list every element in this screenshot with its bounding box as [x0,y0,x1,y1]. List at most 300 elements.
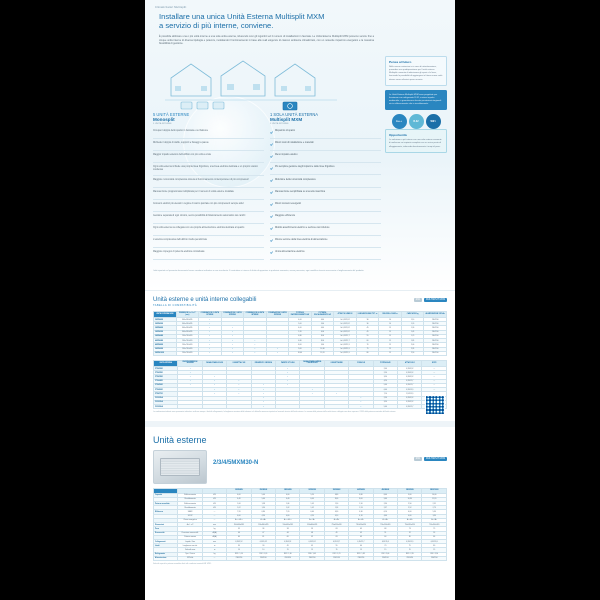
table-cell: Raffrescamento [178,501,202,505]
table-row-label: 2MXM50N [154,322,177,326]
table-cell: 230/1/50 [424,351,447,355]
table-cell: mm [202,523,226,527]
table-cell: dB(A) [202,535,226,539]
table-cell: • [202,379,226,383]
table-cell: 15 [422,548,447,552]
table-cell: 15 [379,343,402,347]
table-column-header: 5MXM90N [398,489,422,493]
table-cell: 4x 6,35/15,9 [334,343,357,347]
table-cell [202,404,226,408]
table-cell: 6,35/9,52 [398,396,422,400]
table-cell: • [227,388,251,392]
table-row-label: FTXM50R [154,383,178,387]
table-row-label: FTXM60R [154,388,178,392]
table-column-header: ATTACCHI Ø [398,360,422,366]
table-cell: • [178,366,202,370]
table-cell: 8,00 [311,334,334,338]
table-cell: 2,37 [373,506,397,510]
promo-box [385,56,447,86]
table-cell: 2,50 [401,351,424,355]
table-cell: kW [202,506,226,510]
table-cell: R32 / 2,50 [422,552,447,556]
table-cell: 5,20 [289,330,312,334]
table-cell: 230/1/50 [349,556,373,560]
promo-box-body: La soluzione a più interne con una sola esterna consente di realizzare un impianto completo con un unico punto di alloggiamento, riducendo drasticamente i tempi di posa. [389,139,442,148]
table-cell: 230/1/50 [424,343,447,347]
table-cell: 30 [227,544,251,548]
badge-r-32: R-32 [409,114,424,129]
table-cell: 2,52 [398,506,422,510]
table-cell: 750x990x320 [324,523,348,527]
comparison-cell-multisplit-label: Maggiore efficienza [275,214,295,217]
table-cell: — [422,388,447,392]
table-cell: 15 [379,339,402,343]
table-cell: Lunghezza max tot. [178,544,202,548]
table-cell: 2,50 [373,396,397,400]
table-cell: 6,35/9,52 [398,371,422,375]
table-cell: kg [202,527,226,531]
table-cell: 7,10 [373,392,397,396]
table-cell: 1,42 [300,506,324,510]
comparison-cell-multisplit-label: Riduzione della rumorosità complessiva [275,178,316,181]
table-row-label: Rumorosità [154,531,178,535]
table-cell: 73 [398,527,422,531]
table-cell: R32 / 1,20 [251,552,275,556]
table-cell: 6,35/12,7 [398,379,422,383]
table-cell: 6,35/15,9 [398,539,422,543]
table-cell: 9,52/15,9 [398,392,422,396]
page-title [153,12,447,31]
table-cell: 6,35/12,7 [324,539,348,543]
table-cell: 15 [300,548,324,552]
table-cell: 2,00 [373,366,397,370]
table-cell: 4,10 [324,514,348,518]
table-column-header: 5MXM100N [422,489,447,493]
table-cell: 4,00 [227,493,251,497]
table-row-label: Refrigerante [154,552,178,556]
table-cell: m [202,548,226,552]
table-cell: 550x800x285 [300,523,324,527]
table-cell: 6,80 [289,334,312,338]
check-icon [270,155,273,158]
comparison-cell-multisplit-label: Minori consumi energetici [275,202,302,205]
table-cell: 36 [251,527,275,531]
table-cell: 6,00 [300,497,324,501]
table-column-header: 2MXM50N [251,489,275,493]
table-column-header: CARICA R32 kg [401,312,424,318]
table-cell: 15 [276,548,300,552]
table-cell: • [202,388,226,392]
table-cell: 800x550x285 [176,330,199,334]
table-cell: • [266,347,289,351]
table-row-label: 5MXM100N [154,351,177,355]
table-cell: 4,60 [276,514,300,518]
table-cell: Liquido / Gas [178,539,202,543]
table-cell: • [221,339,244,343]
left-letterbox [0,0,145,600]
table-column-header: UNITÀ INTERNA [154,360,178,366]
promo-box-body: Le Unità Esterne Multisplit MXM sono progettate per funzionare con refrigerante R-32, a minor impatto ambientale, e garantiscono elevate prestazioni stagionali sia in raffrescamento che in riscaldamento. [389,93,442,106]
comparison-columns [153,112,381,263]
table-cell: 10 [251,548,275,552]
table-column-header: 3MXM40N [276,489,300,493]
table-cell: A++/A+ [373,518,397,522]
comparison-cell-monosplit: Maggiore impegno di potenza elettrica contrattuale [153,251,264,260]
table-column-header: POTENZA RAFFRESCAMENTO kW [289,312,312,318]
table-cell: 5,00 [289,322,312,326]
table-cell: 6,35/9,52 [276,539,300,543]
table-row-label: Dimensioni [154,523,178,527]
table-cell: 1,02 [276,506,300,510]
comparison-cell-multisplit-label: Unica alimentazione elettrica [275,250,305,253]
table-cell: 64 [373,535,397,539]
comparison-cell-multisplit [270,227,381,236]
table-cell: • [221,347,244,351]
table-cell: 4,00 [289,318,312,322]
promo-box-body: Nelle nuove costruzioni o in caso di ristrutturazione, prevedere una predisposizione per l'unità esterna Multisplit consente di ottimizzare gli spazi e le linee, lasciando la possibilità di aggiungere in futuro nuove unità interne senza ulteriori opere murarie. [389,66,443,81]
table-cell: 990x750x320 [176,347,199,351]
table-cell: • [266,351,289,355]
table-cell: — [202,514,226,518]
table-cell: 39 [300,527,324,531]
promo-box [385,129,447,152]
table-cell: • [221,334,244,338]
outdoor-units-spec-table [153,488,447,561]
table-cell: 45 [300,544,324,548]
table-cell: • [221,326,244,330]
col-left-line1: 5 UNITÀ ESTERNE [153,112,190,117]
comparison-row [153,142,381,151]
comparison-cell-multisplit [270,239,381,248]
table-cell: 4,40 [311,318,334,322]
table-cell: • [199,339,222,343]
table-cell: 6,00 [373,388,397,392]
table-column-header: CANALIZZABILE SLIM [202,360,226,366]
house-diagram [161,56,341,114]
comparison-cell-monosplit: Gestione separata di ogni circuito, senza possibilità di bilanciamento automatico dei carichi [153,215,264,224]
comparison-row [153,251,381,260]
table-cell: 6,00 [398,510,422,514]
table-column-header: PARETE STYLISH [276,360,300,366]
table-cell: 8,00 [349,497,373,501]
table-cell: 63 [324,535,348,539]
comparison-cell-multisplit [270,191,381,200]
table-cell: 51 [373,531,397,535]
topbar-label: Climatizzatori Multisplit [155,6,187,9]
column-header-multisplit [270,112,381,125]
check-icon [270,251,273,254]
hero-body-text: È possibile abbinare una o più unità interne a una sola unità esterna, riducendo così gli ingombri ed il numero di installazioni in facciata. Le Unità Esterne Multisplit MXM possono servire fino a cinque unità interne di diversa tipologia e potenza, modulando il funzionamento in base alle reali esigenze di ciascun ambiente climatizzato, con un notevole risparmio energetico e la massima flessibilità di gestione. [159,34,374,46]
table-cell: 15 [398,548,422,552]
table-cell: 15 [379,334,402,338]
table-cell: 6,35/9,52 [227,539,251,543]
table-cell: 1,93 [324,506,348,510]
table-row-label: Peso [154,527,178,531]
table-cell: 1,45 [300,501,324,505]
table-cell: Potenza sonora [178,535,202,539]
table-row-label: 2MXM40N [154,318,177,322]
table-cell: Classe energetica [178,518,202,522]
table-cell: 5x 6,35/15,9 [334,351,357,355]
table-cell: 46 [227,531,251,535]
table-cell: • [227,379,251,383]
compatibility-table-indoor [153,360,447,409]
table-cell: 230/1/50 [373,556,397,560]
table-column-header: COMBINAZIONI 4 UNITÀ INTERNE [244,312,267,318]
hero-footnote: I dati riportati nel presente documento hanno carattere indicativo e non vincolante. Il costruttore si riserva il diritto di apportare in qualsiasi momento, senza preavviso, ogni modifica ritenuta necessaria al miglioramento del prodotto. [153,270,365,272]
table-row [154,351,447,355]
comparison-cell-multisplit-label: Meno impatto estetico [275,154,298,157]
table-cell: m [202,544,226,548]
table-cell: • [244,351,267,355]
table-row-label: FTXM35R [154,375,178,379]
table-cell: • [276,371,300,375]
table-cell: 3,50 [373,375,397,379]
table-cell: 1,02 [227,506,251,510]
table-cell: A x L x P [178,523,202,527]
table-cell: 6,30 [324,510,348,514]
qr-code-icon[interactable] [425,395,445,415]
table-cell: • [202,375,226,379]
comparison-cell-monosplit: Ogni unità esterna richiede una propria linea frigorifera, una linea elettrica dedicata e un proprio scarico condensa [153,166,264,176]
comparison-row [153,166,381,176]
table-column-header: NOTE [422,360,447,366]
table-cell: 2,00 [401,343,424,347]
check-icon [270,203,273,206]
table-cell: 53 [422,531,447,535]
table-column-header: COMBINAZIONI 3 UNITÀ INTERNE [221,312,244,318]
table-column-header: CANALIZZABILE MEDIA PREVALENZA [300,360,324,366]
table-cell [324,404,348,408]
table-cell: 6,35/12,7 [349,539,373,543]
table-column-header: PAVIMENTO / NEXURA [251,360,275,366]
table-cell: 2,91 [422,501,447,505]
table-cell: 63 [349,535,373,539]
table-cell: 8,00 [373,493,397,497]
promo-box-title: Opportunità [389,133,407,138]
table-cell: 230/1/50 [424,334,447,338]
right-letterbox [455,0,600,600]
comparison-cell-monosplit: Maggiore rumorosità complessiva dovuta al funzionamento contemporaneo di più compressori [153,179,264,188]
comparison-cell-multisplit [270,166,381,175]
table-cell: 66 [422,535,447,539]
table-cell: • [349,404,373,408]
comparison-row [153,203,381,212]
table-cell: 1,38 [251,501,275,505]
table-cell: • [178,375,202,379]
page-title-line1: Installare una unica Unità Esterna Multisplit MXM [159,12,325,21]
table-cell: 5,00 [251,493,275,497]
table-cell: 75 [356,347,379,351]
compatibility-section [145,290,455,421]
table-row-label: Collegamenti [154,539,178,543]
table-row-label: FVXM25A [154,396,178,400]
certification-badges [385,114,447,129]
table-cell: 15 [324,548,348,552]
outdoor-unit-photo [153,450,207,484]
table-cell: R32 / 2,00 [373,552,397,556]
table-row-label: Capacità [154,493,178,497]
table-cell: R32 / 1,30 [276,552,300,556]
table-row-label: 3MXM52N [154,330,177,334]
table-cell: 70 [373,544,397,548]
table-cell: • [244,339,267,343]
table-cell: 45 [276,544,300,548]
check-icon [270,227,273,230]
table-cell: 2,30 [373,501,397,505]
table-cell: • [221,351,244,355]
table-cell: 230/1/50 [424,330,447,334]
table-row-label: FTXM25R [154,371,178,375]
comparison-cell-multisplit-label: Manutenzione semplificata su una sola macchina [275,190,326,193]
table-cell: 1,06 [276,501,300,505]
table-cell: 5,20 [300,493,324,497]
table-cell: 4,20 [373,379,397,383]
comparison-cell-multisplit-label: Minore sezione della linea elettrica di alimentazione [275,238,328,241]
table-cell: R32 / 1,10 [227,552,251,556]
comparison-cell-monosplit: Consumi elettrici più elevati in regime di carico parziale con più compressori sempre attivi [153,203,264,212]
outdoor-units-tags [414,457,447,461]
table-cell: 15 [349,548,373,552]
table-cell: 230/1/50 [251,556,275,560]
table-cell: • [199,334,222,338]
comparison-row [153,154,381,163]
table-column-header: COMBINAZIONI 5 UNITÀ INTERNE [266,312,289,318]
table-cell: 800x550x285 [176,326,199,330]
table-cell: • [199,318,222,322]
table-cell: 15 [379,326,402,330]
comparison-cell-monosplit: Ogni unità esterna va collegata con una propria alimentazione elettrica dedicata al quadro [153,227,264,236]
tag-label: R32 [415,458,420,461]
table-column-header: POTENZA kW [373,360,397,366]
comparison-cell-multisplit [270,130,381,139]
table-cell [300,404,324,408]
table-row [154,556,447,560]
column-header-monosplit [153,112,264,125]
table-cell: 990x750x320 [176,343,199,347]
table-row-label: FVXM50A [154,404,178,408]
table-cell: 1,34 [251,506,275,510]
comparison-row [153,191,381,200]
table-cell: Dislivello max [178,548,202,552]
table-cell: 230/1/50 [324,556,348,560]
table-cell: • [227,383,251,387]
table-column-header: DIMENSIONI L x H x P (mm) [176,312,199,318]
table-cell: 65 [398,535,422,539]
table-cell: 10,30 [398,497,422,501]
table-cell: 5,90 [422,510,447,514]
table-cell: 45 [356,326,379,330]
table-column-header: 3MXM52N [300,489,324,493]
table-cell: A++/A+ [349,518,373,522]
table-cell: 1,85 [401,339,424,343]
table-cell: 1,45 [401,330,424,334]
col-right-line1: 1 SOLA UNITÀ ESTERNA [270,112,319,117]
table-cell: A++/A+ [398,518,422,522]
table-cell: 63 [324,527,348,531]
tag-label: MULTISPLIT MXM [425,299,445,301]
table-cell: • [199,330,222,334]
table-column-header: PARETE PERFERA / SENSIRA [178,360,202,366]
table-cell: 10,00 [289,351,312,355]
table-cell: 4,30 [251,514,275,518]
compatibility-table-outdoor [153,311,447,356]
table-cell: — [202,556,226,560]
table-cell: 1,93 [349,506,373,510]
table-cell: 6,60 [300,510,324,514]
table-cell: 3,50 [373,400,397,404]
table-cell: A++/A+ [300,518,324,522]
comparison-rows [153,130,381,260]
table-cell: 8,00 [289,343,312,347]
table-row-label: 5MXM90N [154,347,177,351]
comparison-cell-multisplit-label: Minori costi di installazione e materiali [275,142,314,145]
table-cell: 6,80 [324,493,348,497]
table-cell: Pressione sonora raffr. [178,531,202,535]
table-cell: 4,00 [398,514,422,518]
table-cell: 48 [300,531,324,535]
table-cell: • [199,322,222,326]
table-cell: 4,00 [276,493,300,497]
table-cell: 230/1/50 [424,318,447,322]
table-cell: 55 [324,544,348,548]
table-cell: 10,30 [311,347,334,351]
table-cell: • [199,351,222,355]
outdoor-unit-model: 2/3/4/5MXM30-N [213,460,259,467]
table-row-label: Potenza assorbita [154,501,178,505]
table-cell: 4x 6,35/12,7 [334,339,357,343]
table-cell: • [349,400,373,404]
table-cell: • [199,326,222,330]
table-cell: • [244,343,267,347]
table-row-label: 4MXM68N [154,339,177,343]
check-icon [270,239,273,242]
table-cell: 6,30 [349,510,373,514]
table-cell: 230/1/50 [424,347,447,351]
table-cell: 60 [276,535,300,539]
table-cell: 68 [373,527,397,531]
table-cell: 6,35/12,7 [398,404,422,408]
table-cell: 10,00 [422,493,447,497]
comparison-cell-multisplit [270,251,381,260]
col-right-line3: 5 UNITÀ INTERNE [270,123,289,126]
table-cell: 4,40 [276,497,300,501]
table-row-label: 3MXM68N [154,334,177,338]
table-cell: • [227,392,251,396]
table-cell: • [178,379,202,383]
table-cell: 60 [356,339,379,343]
table-row-label: Alimentazione [154,556,178,560]
table-cell: 60 [227,535,251,539]
table-cell: 6,35/15,9 [422,539,447,543]
table-cell: 550x800x285 [251,523,275,527]
table-cell: 5,60 [311,322,334,326]
outdoor-units-section [145,421,455,575]
table-cell: 62 [300,535,324,539]
table-cell: • [221,330,244,334]
table-cell [227,404,251,408]
table-column-header: LUNGHEZZA MAX TOT. m [356,312,379,318]
compatibility-title: Unità esterne e unità interne collegabili [153,297,257,303]
table-cell: 2x 6,35/9,52 [334,322,357,326]
table-cell: 80 [356,351,379,355]
table-cell: 1,70 [401,334,424,338]
comparison-cell-multisplit [270,142,381,151]
table-cell: 1,90 [324,501,348,505]
table-cell: 75 [398,544,422,548]
comparison-cell-monosplit: Maggior impatto estetico dell'edificio con più unità a vista [153,154,264,163]
outdoor-units-title: Unità esterne [153,435,207,446]
